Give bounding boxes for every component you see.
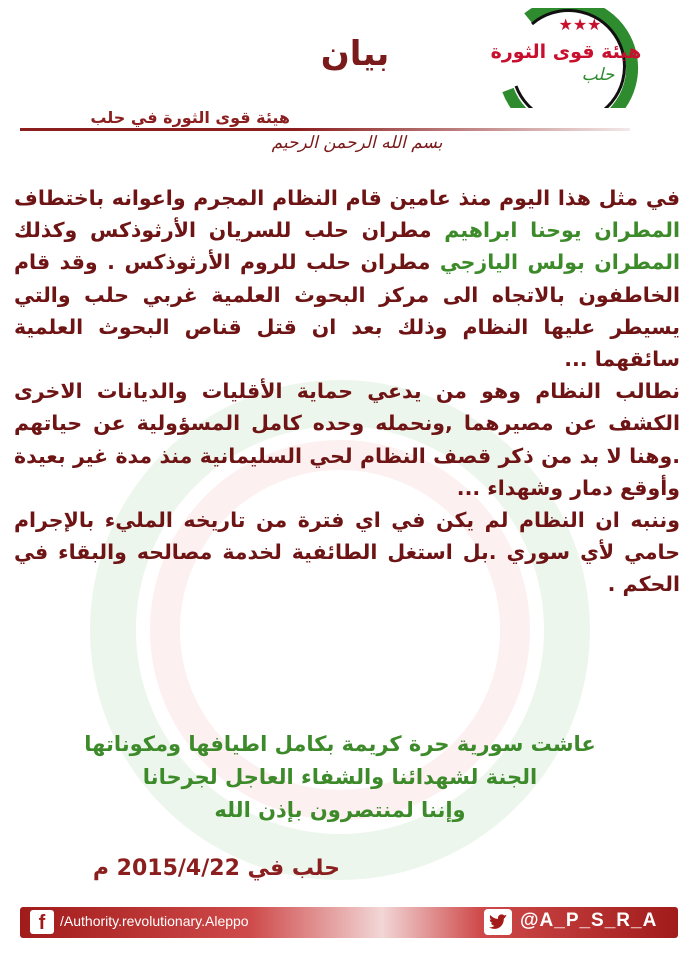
- logo-stars: ★★★: [558, 15, 602, 34]
- organization-subtitle: هيئة قوى الثورة في حلب: [90, 108, 290, 127]
- basmala: بسم الله الرحمن الرحيم: [271, 133, 443, 153]
- closing-line-2: الجنة لشهدائنا والشفاء العاجل لجرحانا: [142, 765, 538, 789]
- body-paragraph-3: وننبه ان النظام لم يكن في اي فترة من تاريخه المليء بالإجرام حامي لأي سوري .بل استغل الطائفية لخدمة مصالحه والبقاء في الحكم .: [14, 508, 680, 597]
- header-divider: [20, 128, 630, 131]
- logo-org-name: هيئة قوى الثورة: [490, 41, 642, 63]
- organization-logo: [488, 8, 658, 108]
- body-text-segment: مطران حلب للسريان الأرثوذكس وكذلك: [14, 218, 445, 243]
- facebook-link[interactable]: /Authority.revolutionary.Aleppo: [60, 913, 249, 929]
- statement-date: حلب في 2015/4/22 م: [92, 856, 340, 881]
- twitter-handle[interactable]: @A_P_S_R_A: [520, 910, 658, 931]
- twitter-icon[interactable]: [484, 909, 512, 935]
- body-paragraph-2: نطالب النظام وهو من يدعي حماية الأقليات والديانات الاخرى الكشف عن مصيرهما ,ونحمله وحده كامل المسؤولية عن حياتهم .وهنا لا بد من ذكر قصف النظام لحي السليمانية منذ مدة غير بعيدة وأوقع دمار وشهداء ...: [14, 379, 680, 500]
- highlight-name-2: المطران بولس اليازجي: [439, 250, 680, 275]
- closing-line-1: عاشت سورية حرة كريمة بكامل اطيافها ومكوناتها: [84, 732, 596, 756]
- closing-line-3: وإننا لمنتصرون بإذن الله: [214, 798, 466, 822]
- closing-slogans: [50, 728, 630, 827]
- facebook-icon[interactable]: f: [30, 910, 54, 934]
- statement-body: [14, 182, 680, 601]
- logo-city: حلب: [581, 65, 615, 85]
- body-paragraph-1: [14, 186, 680, 371]
- body-text-segment: مطران حلب للروم الأرثوذكس . وقد قام الخاطفون بالاتجاه الى مركز البحوث العلمية غربي حلب والتي يسيطر عليها النظام وذلك بعد ان قتل قناص البحوث العلمية سائقهما ...: [14, 250, 680, 372]
- body-text-segment: في مثل هذا اليوم منذ عامين قام النظام المجرم واعوانه باختطاف: [14, 186, 680, 210]
- page-title: بيان: [320, 34, 390, 74]
- highlight-name-1: المطران يوحنا ابراهيم: [444, 218, 680, 243]
